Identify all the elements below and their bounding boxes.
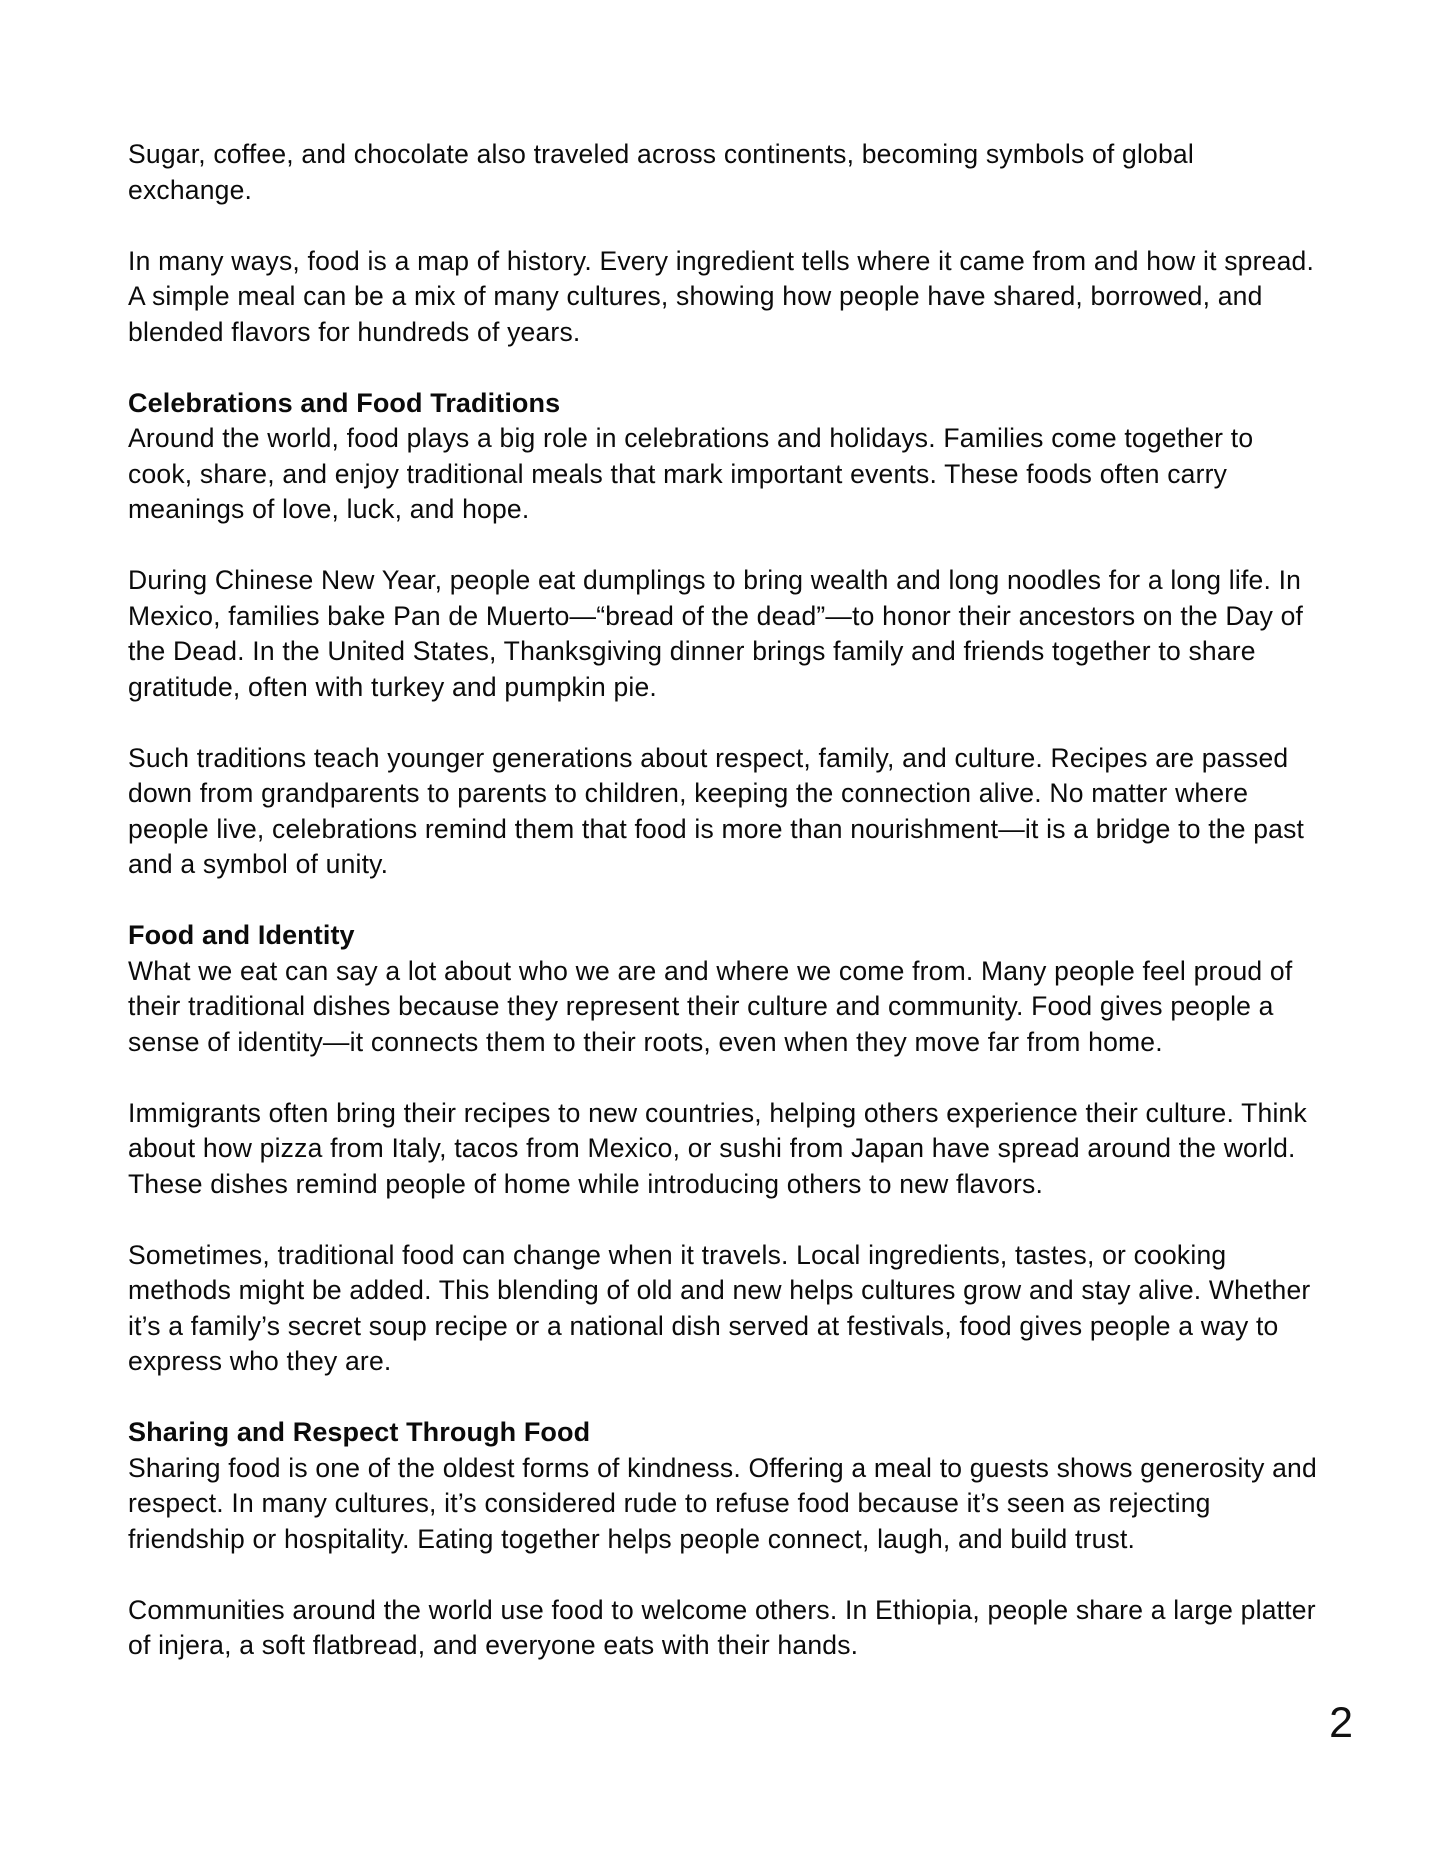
document-body [128,137,1318,1699]
paragraph: Sometimes, traditional food can change when it travels. Local ingredients, tastes, or cooking methods might be added. This blending of old and new helps cultures grow and stay alive. Whether it’s a family’s secret soup recipe or a national dish served at festivals, food gives people a way to express who they are. [128,1239,1311,1376]
paragraph: What we eat can say a lot about who we are and where we come from. Many people feel proud of their traditional dishes because they represent their culture and community. Food gives people a sense of identity—it connects them to their roots, even when they move far from home. [128,955,1293,1057]
paragraph: Sugar, coffee, and chocolate also traveled across continents, becoming symbols of global exchange. [128,139,1194,205]
paragraph: During Chinese New Year, people eat dumplings to bring wealth and long noodles for a long life. In Mexico, families bake Pan de Muerto—“bread of the dead”—to honor their ancestors on the Day of the Dead. In the United States, Thanksgiving dinner brings family and friends together to share gratitude, often with turkey and pumpkin pie. [128,565,1304,702]
page-number: 2 [1329,1699,1353,1747]
paragraph: In many ways, food is a map of history. Every ingredient tells where it came from and how it spread. A simple meal can be a mix of many cultures, showing how people have shared, borrowed, and blended flavors for hundreds of years. [128,245,1315,347]
paragraph: Such traditions teach younger generations about respect, family, and culture. Recipes are passed down from grandparents to parents to children, keeping the connection alive. No matter where people live, celebrations remind them that food is more than nourishment—it is a bridge to the past and a symbol of unity. [128,742,1305,879]
section-heading: Celebrations and Food Traditions [128,387,561,418]
paragraph: Around the world, food plays a big role in celebrations and holidays. Families come together to cook, share, and enjoy traditional meals that mark important events. These foods often carry meanings of love, luck, and hope. [128,423,1254,524]
paragraph: Sharing food is one of the oldest forms of kindness. Offering a meal to guests shows generosity and respect. In many cultures, it’s considered rude to refuse food because it’s seen as rejecting friendship or hospitality. Eating together helps people connect, laugh, and build trust. [128,1452,1317,1554]
paragraph: Immigrants often bring their recipes to new countries, helping others experience their culture. Think about how pizza from Italy, tacos from Mexico, or sushi from Japan have spread around the world. These dishes remind people of home while introducing others to new flavors. [128,1097,1307,1199]
section-heading: Sharing and Respect Through Food [128,1417,591,1447]
paragraph: Communities around the world use food to welcome others. In Ethiopia, people share a large platter of injera, a soft flatbread, and everyone eats with their hands. [128,1594,1316,1660]
section-heading: Food and Identity [128,920,355,950]
